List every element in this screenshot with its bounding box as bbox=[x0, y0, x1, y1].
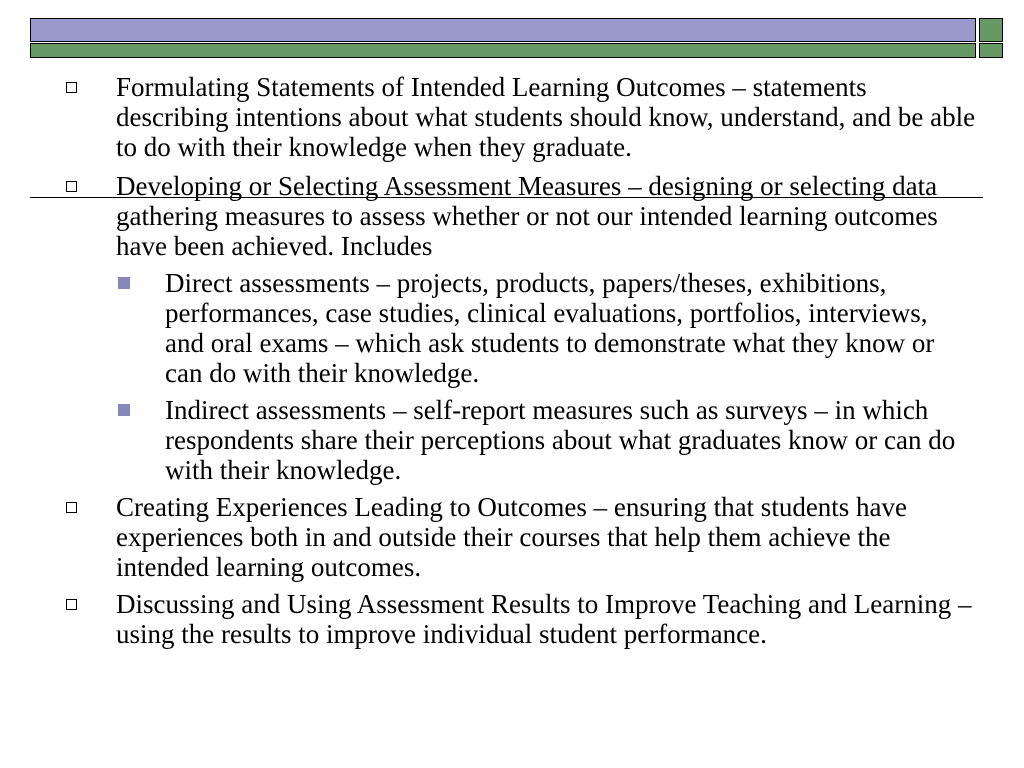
filled-square-bullet-icon bbox=[118, 404, 130, 416]
bullet-text: Developing or Selecting Assessment Measures – designing or selecting data gathering measures to assess whether or not our intended learning outcomes have been achieved. Includes bbox=[116, 171, 938, 261]
bullet-item bbox=[0, 72, 1024, 162]
bullet-item bbox=[0, 492, 1024, 582]
filled-square-bullet-icon bbox=[118, 277, 130, 289]
header-square-bottom bbox=[979, 43, 1003, 58]
bullet-text: Creating Experiences Leading to Outcomes – ensuring that students have experiences both in and outside their courses that help them achieve the intended learning outcomes. bbox=[116, 492, 908, 582]
sub-bullet-text: Indirect assessments – self-report measures such as surveys – in which respondents share their perceptions about what graduates know or can do with their knowledge. bbox=[165, 395, 956, 485]
bullet-text: Discussing and Using Assessment Results to Improve Teaching and Learning – using the results to improve individual student performance. bbox=[116, 589, 972, 649]
hollow-square-bullet-icon bbox=[66, 181, 77, 192]
hollow-square-bullet-icon bbox=[66, 82, 77, 93]
header-bar-bottom bbox=[30, 43, 976, 58]
sub-bullet-item bbox=[0, 268, 1024, 388]
sub-bullet-item bbox=[0, 395, 1024, 485]
bullet-item bbox=[0, 171, 1024, 261]
bullet-text: Formulating Statements of Intended Learning Outcomes – statements describing intentions about what students should know, understand, and be able to do with their knowledge when they graduate. bbox=[116, 72, 976, 162]
hollow-square-bullet-icon bbox=[66, 599, 77, 610]
hollow-square-bullet-icon bbox=[66, 502, 77, 513]
header-bar-top bbox=[30, 18, 976, 42]
sub-bullet-text: Direct assessments – projects, products, papers/theses, exhibitions, performances, case studies, clinical evaluations, portfolios, interviews, and oral exams – which ask students to demonstrate what they know or can do with their knowledge. bbox=[165, 268, 935, 388]
bullet-item bbox=[0, 589, 1024, 649]
slide-body bbox=[0, 72, 1024, 656]
header-square-top bbox=[979, 18, 1003, 42]
